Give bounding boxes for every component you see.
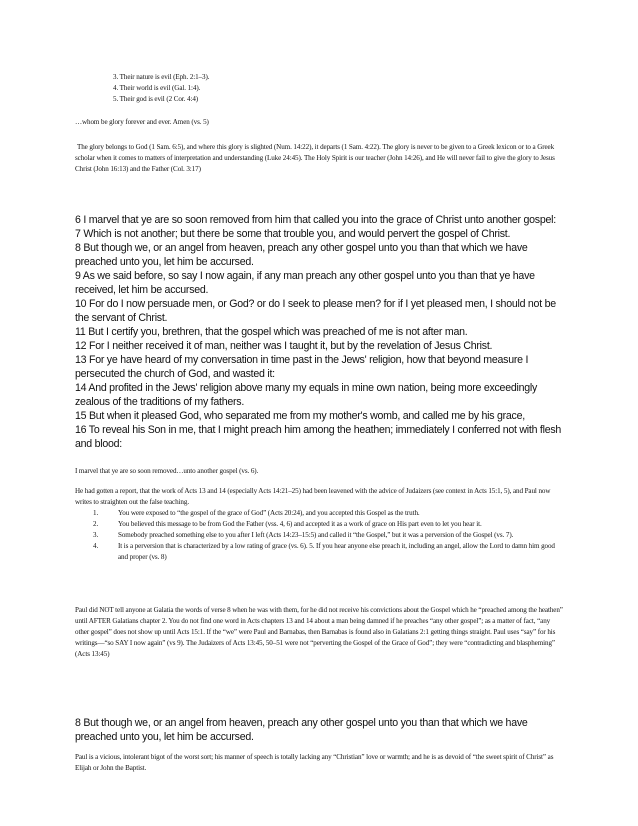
list-item: 2. You believed this message to be from God the Father (vss. 4, 6) and accepted it as a work of grace on His part even to let you hear it. bbox=[93, 520, 482, 528]
vicious-paragraph: Paul is a vicious, intolerant bigot of the worst sort; his manner of speech is totally lacking any “Christian” love or warmth; and he is as devoid of “the sweet spirit of Christ” as Elijah or John the Baptist. bbox=[75, 753, 554, 772]
report-paragraph: He had gotten a report, that the work of Acts 13 and 14 (especially Acts 14:21–25) had been leavened with the advice of Judaizers (see context in Acts 15:1, 5), and Paul now writes to straighten out the false teaching. bbox=[75, 487, 551, 506]
verse-15: 15 But when it pleased God, who separated me from my mother's womb, and called me by his grace, bbox=[75, 410, 525, 422]
glory-paragraph: The glory belongs to God (1 Sam. 6:5), and where this glory is slighted (Num. 14:22), it departs (1 Sam. 4:22). The glory is never to be given to a Greek lexicon or to a Greek scholar when it comes to matters of interpretation and understanding (Luke 24:45). The Holy Spirit is our teacher (John 14:26), and He will never fail to give the glory to Jesus Christ (John 16:13) and the Father (Col. 3:17) bbox=[75, 143, 555, 173]
verse-10: 10 For do I now persuade men, or God? or do I seek to please men? for if I yet pleased men, I should not be the servant of Christ. bbox=[75, 298, 556, 324]
verse-11: 11 But I certify you, brethren, that the gospel which was preached of me is not after man. bbox=[75, 326, 468, 338]
verse-9: 9 As we said before, so say I now again, if any man preach any other gospel unto you than that ye have received, let him be accursed. bbox=[75, 270, 535, 296]
paul-paragraph: Paul did NOT tell anyone at Galatia the words of verse 8 when he was with them, for he did not receive his convictions about the Gospel which he “preached among the heathen” until AFTER Galatians chapter 2. You do not find one word in Acts chapters 13 and 14 about a man being damned if he preaches “any other gospel”; as a matter of fact, “any other gospel” does not show up until Acts 15:1. If the “we” were Paul and Barnabas, then Barnabas is found also in Galatians 2:1 getting things straight. Paul uses “say” for his writings—“so SAY I now again” (vs 9). The Judaizers of Acts 13:45, 50–51 were not “perverting the Gospel of the Grace of God”; they were “contradicting and blaspheming” (Acts 13:45) bbox=[75, 606, 563, 658]
verse-12: 12 For I neither received it of man, neither was I taught it, but by the revelation of Jesus Christ. bbox=[75, 340, 493, 352]
top-numbered-list bbox=[113, 72, 553, 105]
whom-be-glory-line: …whom be glory forever and ever. Amen (vs. 5) bbox=[75, 118, 209, 126]
list-item: 3. Their nature is evil (Eph. 2:1–3). bbox=[113, 73, 210, 81]
verse-8-repeat: 8 But though we, or an angel from heaven, preach any other gospel unto you than that which we have preached unto you, let him be accursed. bbox=[75, 717, 528, 743]
verse-14: 14 And profited in the Jews' religion above many my equals in mine own nation, being more exceedingly zealous of the traditions of my fathers. bbox=[75, 382, 538, 408]
list-item: 3. Somebody preached something else to you after I left (Acts 14:23–15:5) and called it “the Gospel,” but it was a perversion of the Gospel (vs. 7). bbox=[93, 531, 514, 539]
list-item: 4. Their world is evil (Gal. 1:4). bbox=[113, 84, 201, 92]
verse-16: 16 To reveal his Son in me, that I might preach him among the heathen; immediately I conferred not with flesh and blood: bbox=[75, 424, 562, 450]
verse-6: 6 I marvel that ye are so soon removed from him that called you into the grace of Christ unto another gospel: bbox=[75, 214, 556, 226]
verse-7: 7 Which is not another; but there be some that trouble you, and would pervert the gospel of Christ. bbox=[75, 228, 511, 240]
numbered-points bbox=[75, 508, 565, 563]
marvel-line: I marvel that ye are so soon removed…unto another gospel (vs. 6). bbox=[75, 467, 259, 475]
verse-8: 8 But though we, or an angel from heaven, preach any other gospel unto you than that which we have preached unto you, let him be accursed. bbox=[75, 242, 528, 268]
verse-13: 13 For ye have heard of my conversation in time past in the Jews' religion, how that beyond measure I persecuted the church of God, and wasted it: bbox=[75, 354, 529, 380]
list-item: 4. It is a perversion that is characterized by a low rating of grace (vs. 6). 5. If you hear anyone else preach it, including an angel, allow the Lord to damn him good and proper (vs. 8) bbox=[93, 542, 555, 561]
scripture-passage bbox=[75, 213, 565, 451]
list-item: 1. You were exposed to “the gospel of the grace of God” (Acts 20:24), and you accepted this Gospel as the truth. bbox=[93, 509, 420, 517]
list-item: 5. Their god is evil (2 Cor. 4:4) bbox=[113, 95, 199, 103]
